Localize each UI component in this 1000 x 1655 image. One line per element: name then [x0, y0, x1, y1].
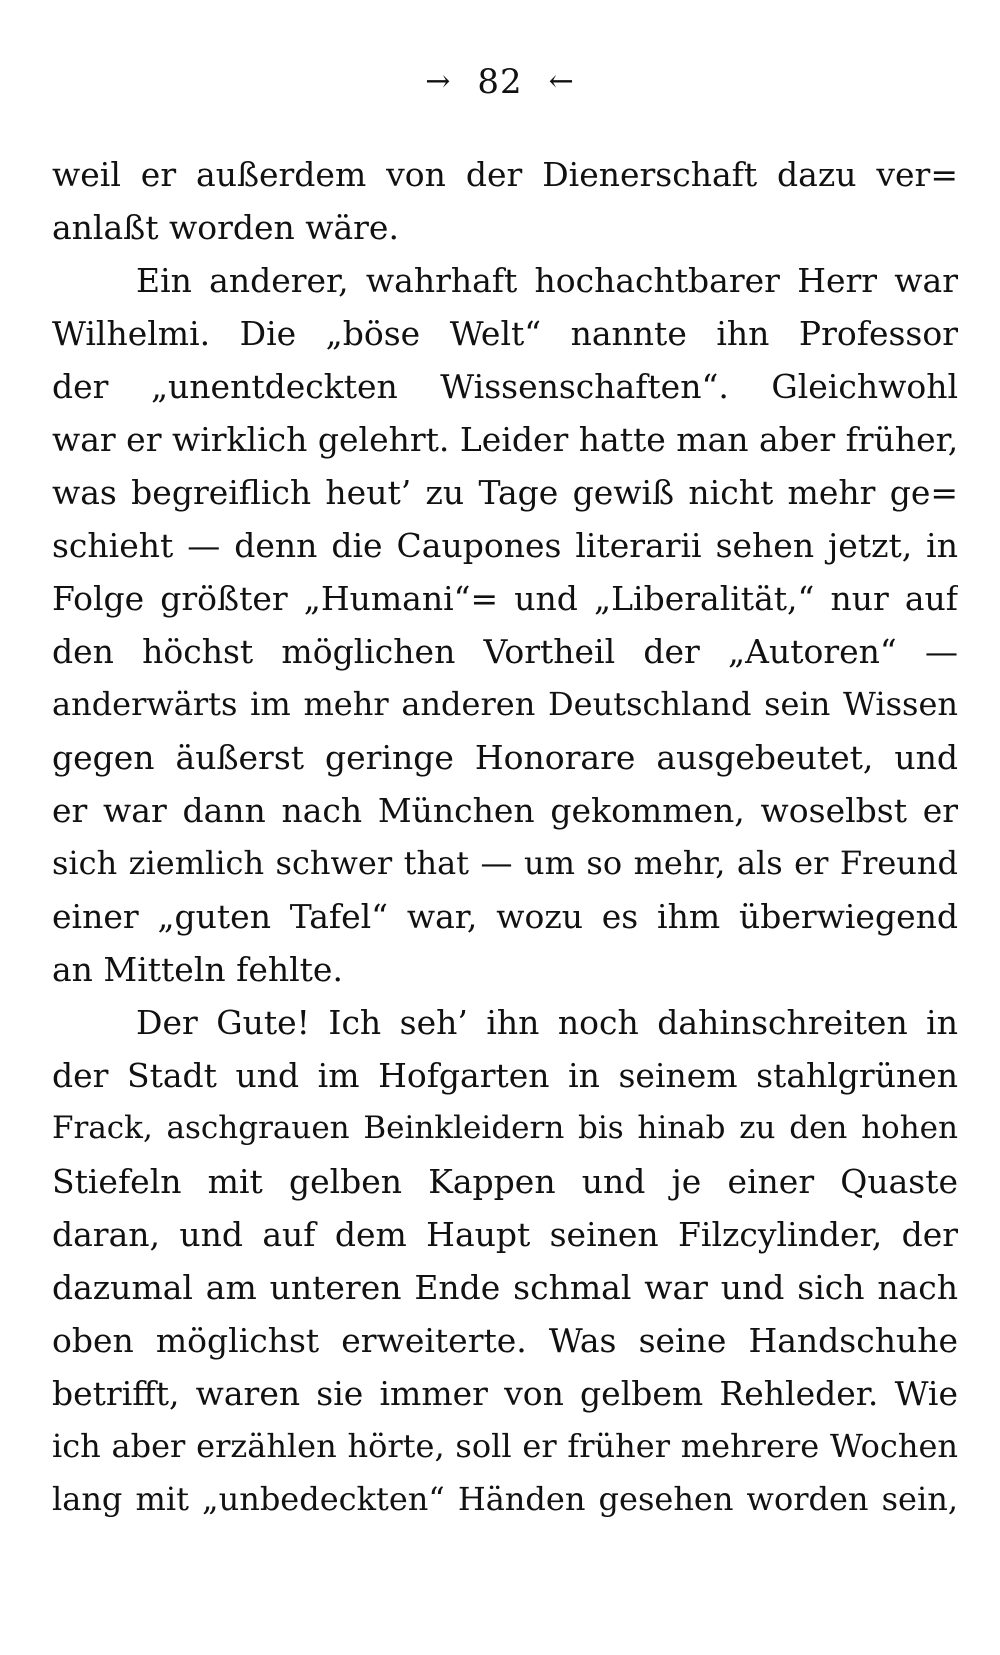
page-header: [0, 62, 1000, 102]
text-line: betrifft, waren sie immer von gelbem Rehleder. Wie: [52, 1374, 958, 1413]
arrow-right-ornament: →: [425, 64, 452, 99]
text-line: ich aber erzählen hörte, soll er früher mehrere Wochen: [52, 1427, 958, 1465]
text-line: er war dann nach München gekommen, woselbst er: [52, 791, 958, 830]
text-line: Folge größter „Humani“= und „Liberalität,“ nur auf: [52, 579, 958, 618]
text-line: anderwärts im mehr anderen Deutschland sein Wissen: [52, 685, 958, 723]
text-line: an Mitteln fehlte.: [52, 950, 343, 989]
text-line: weil er außerdem von der Dienerschaft dazu ver=: [52, 155, 958, 194]
text-line: war er wirklich gelehrt. Leider hatte man aber früher,: [52, 420, 958, 459]
text-line: lang mit „unbedeckten“ Händen gesehen worden sein,: [52, 1480, 958, 1518]
text-line: Frack, aschgrauen Beinkleidern bis hinab zu den hohen: [52, 1110, 958, 1146]
text-line: oben möglichst erweiterte. Was seine Handschuhe: [52, 1321, 958, 1360]
text-line: Wilhelmi. Die „böse Welt“ nannte ihn Professor: [52, 314, 958, 353]
text-line: der Stadt und im Hofgarten in seinem stahlgrünen: [52, 1056, 958, 1095]
text-line: gegen äußerst geringe Honorare ausgebeutet, und: [52, 738, 958, 777]
text-line: dazumal am unteren Ende schmal war und sich nach: [52, 1268, 958, 1307]
text-line: Ein anderer, wahrhaft hochachtbarer Herr war: [136, 261, 958, 300]
text-line: einer „guten Tafel“ war, wozu es ihm überwiegend: [52, 897, 958, 936]
text-line: Der Gute! Ich seh’ ihn noch dahinschreiten in: [136, 1003, 958, 1042]
page-number: 82: [477, 62, 523, 102]
text-line: daran, und auf dem Haupt seinen Filzcylinder, der: [52, 1215, 958, 1254]
text-line: den höchst möglichen Vortheil der „Autoren“ —: [52, 632, 958, 671]
text-line: sich ziemlich schwer that — um so mehr, als er Freund: [52, 844, 958, 882]
arrow-left-ornament: ←: [548, 64, 575, 99]
text-line: schieht — denn die Caupones literarii sehen jetzt, in: [52, 526, 958, 565]
text-line: der „unentdeckten Wissenschaften“. Gleichwohl: [52, 367, 958, 406]
text-line: Stiefeln mit gelben Kappen und je einer Quaste: [52, 1162, 958, 1201]
text-line: was begreiflich heut’ zu Tage gewiß nicht mehr ge=: [52, 473, 958, 512]
body-text: [52, 148, 958, 1526]
text-line: anlaßt worden wäre.: [52, 208, 399, 247]
